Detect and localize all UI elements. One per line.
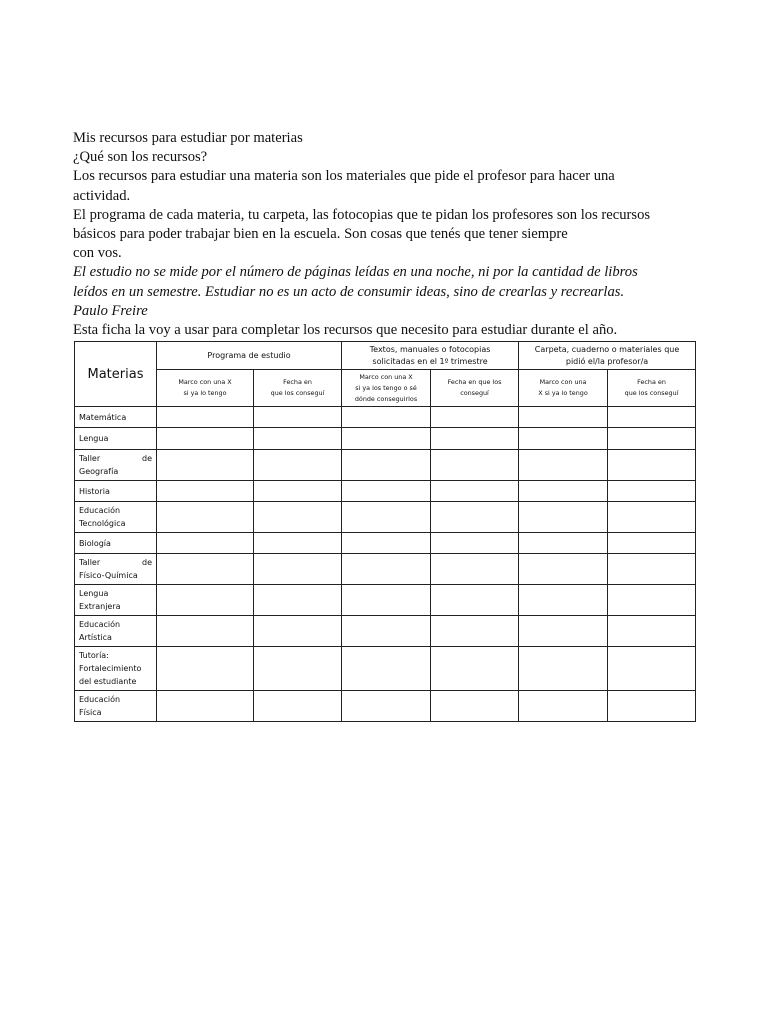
subject-cell xyxy=(75,450,157,481)
blank-cell[interactable] xyxy=(608,554,696,585)
blank-cell[interactable] xyxy=(519,554,608,585)
blank-cell[interactable] xyxy=(608,428,696,450)
blank-cell[interactable] xyxy=(254,502,342,533)
subheader-3-line-2: si ya los tengo o sé xyxy=(355,383,417,392)
subject-line: Tutoría: xyxy=(79,651,109,660)
subject-line: Educación xyxy=(79,695,121,704)
subject-line: Fortalecimiento xyxy=(79,664,142,673)
blank-cell[interactable] xyxy=(608,691,696,722)
quote-line-2: leídos en un semestre. Estudiar no es un acto de consumir ideas, sino de crearlas y recrearlas. xyxy=(73,283,625,300)
blank-cell[interactable] xyxy=(254,616,342,647)
blank-cell[interactable] xyxy=(431,502,519,533)
blank-cell[interactable] xyxy=(431,647,519,691)
blank-cell[interactable] xyxy=(342,585,431,616)
blank-cell[interactable] xyxy=(254,450,342,481)
subheader-3-line-1: Marco con una X xyxy=(359,372,413,381)
program-line-3: con vos. xyxy=(73,245,122,262)
subject-cell xyxy=(75,502,157,533)
subject-line: Lengua xyxy=(79,589,109,598)
subheader-5-line-1: Marco con una xyxy=(539,378,587,386)
blank-cell[interactable] xyxy=(254,533,342,554)
blank-cell[interactable] xyxy=(342,691,431,722)
blank-cell[interactable] xyxy=(254,407,342,428)
instruction: Esta ficha la voy a usar para completar los recursos que necesito para estudiar durante el año. xyxy=(73,322,618,339)
header-textos xyxy=(342,342,519,370)
subject-line: del estudiante xyxy=(79,677,137,686)
header-textos-line-2: solicitadas en el 1º trimestre xyxy=(372,356,488,366)
subject-line: Física xyxy=(79,708,102,717)
blank-cell[interactable] xyxy=(342,647,431,691)
subheader-fecha-textos xyxy=(431,370,519,407)
blank-cell[interactable] xyxy=(608,450,696,481)
subject-line: Artística xyxy=(79,633,112,642)
blank-cell[interactable] xyxy=(519,647,608,691)
subheader-4-line-1: Fecha en que los xyxy=(447,378,502,386)
blank-cell[interactable] xyxy=(157,691,254,722)
blank-cell[interactable] xyxy=(157,407,254,428)
subject-cell: Lengua xyxy=(75,428,157,450)
blank-cell[interactable] xyxy=(608,533,696,554)
blank-cell[interactable] xyxy=(431,691,519,722)
blank-cell[interactable] xyxy=(342,502,431,533)
program-line-1: El programa de cada materia, tu carpeta, las fotocopias que te pidan los profesores son los recursos xyxy=(73,206,651,223)
definition-line-1: Los recursos para estudiar una materia son los materiales que pide el profesor para hacer una xyxy=(73,168,615,185)
subheader-marco-carpeta xyxy=(519,370,608,407)
intro-text xyxy=(73,129,698,340)
subject-cell xyxy=(75,691,157,722)
subheader-marco-programa xyxy=(157,370,254,407)
blank-cell[interactable] xyxy=(157,428,254,450)
blank-cell[interactable] xyxy=(254,554,342,585)
subheader-2-line-1: Fecha en xyxy=(283,378,312,386)
blank-cell[interactable] xyxy=(157,554,254,585)
blank-cell[interactable] xyxy=(519,502,608,533)
subheader-fecha-programa xyxy=(254,370,342,407)
subheader-2-line-2: que los conseguí xyxy=(270,389,325,397)
blank-cell[interactable] xyxy=(608,502,696,533)
header-textos-line-1: Textos, manuales o fotocopias xyxy=(369,344,491,354)
subject-cell: Historia xyxy=(75,481,157,502)
blank-cell[interactable] xyxy=(342,481,431,502)
header-materias: Materias xyxy=(75,342,157,407)
subject-line: Extranjera xyxy=(79,602,121,611)
blank-cell[interactable] xyxy=(157,616,254,647)
table-row xyxy=(75,502,696,533)
subject-cell: Biología xyxy=(75,533,157,554)
table-subheader-row xyxy=(75,370,696,407)
header-carpeta-line-1: Carpeta, cuaderno o materiales que xyxy=(534,344,680,354)
quote-author: Paulo Freire xyxy=(73,302,148,319)
blank-cell[interactable] xyxy=(254,647,342,691)
blank-cell[interactable] xyxy=(342,533,431,554)
table-row xyxy=(75,450,696,481)
blank-cell[interactable] xyxy=(608,585,696,616)
table-row xyxy=(75,533,696,554)
blank-cell[interactable] xyxy=(254,585,342,616)
blank-cell[interactable] xyxy=(431,450,519,481)
subheader-5-line-2: X si ya lo tengo xyxy=(538,389,588,397)
blank-cell[interactable] xyxy=(519,450,608,481)
header-programa: Programa de estudio xyxy=(157,342,342,370)
blank-cell[interactable] xyxy=(342,407,431,428)
subject-cell xyxy=(75,647,157,691)
blank-cell[interactable] xyxy=(431,481,519,502)
subject-line: Geografía xyxy=(79,467,119,476)
subheader-6-line-1: Fecha en xyxy=(637,378,666,386)
blank-cell[interactable] xyxy=(157,533,254,554)
blank-cell[interactable] xyxy=(431,533,519,554)
table-row xyxy=(75,647,696,691)
blank-cell[interactable] xyxy=(254,428,342,450)
subject-line: Tecnológica xyxy=(79,519,126,528)
blank-cell[interactable] xyxy=(608,407,696,428)
blank-cell[interactable] xyxy=(431,428,519,450)
subheader-4-line-2: conseguí xyxy=(460,389,489,397)
subheader-6-line-2: que los conseguí xyxy=(624,389,679,397)
subject-cell xyxy=(75,616,157,647)
subheader-1-line-1: Marco con una X xyxy=(178,378,232,386)
quote-line-1: El estudio no se mide por el número de páginas leídas en una noche, ni por la cantidad de libros xyxy=(73,264,638,281)
blank-cell[interactable] xyxy=(431,554,519,585)
blank-cell[interactable] xyxy=(519,585,608,616)
header-carpeta-line-2: pidió el/la profesor/a xyxy=(565,356,649,366)
subheader-3-line-3: dónde conseguirlos xyxy=(354,394,418,403)
question: ¿Qué son los recursos? xyxy=(73,149,208,166)
resources-table xyxy=(74,341,696,722)
table-row xyxy=(75,616,696,647)
table-row xyxy=(75,407,696,428)
blank-cell[interactable] xyxy=(608,481,696,502)
blank-cell[interactable] xyxy=(431,616,519,647)
definition-line-2: actividad. xyxy=(73,187,131,204)
table-row xyxy=(75,554,696,585)
subject-line: Físico-Química xyxy=(79,571,138,580)
table-row xyxy=(75,428,696,450)
header-carpeta xyxy=(519,342,696,370)
blank-cell[interactable] xyxy=(157,502,254,533)
blank-cell[interactable] xyxy=(519,691,608,722)
subheader-marco-textos xyxy=(342,370,431,407)
blank-cell[interactable] xyxy=(519,428,608,450)
subheader-fecha-carpeta xyxy=(608,370,696,407)
blank-cell[interactable] xyxy=(254,481,342,502)
heading: Mis recursos para estudiar por materias xyxy=(73,130,303,146)
blank-cell[interactable] xyxy=(519,407,608,428)
blank-cell[interactable] xyxy=(519,533,608,554)
blank-cell[interactable] xyxy=(254,691,342,722)
subject-cell: Matemática xyxy=(75,407,157,428)
subheader-1-line-2: si ya lo tengo xyxy=(183,389,227,397)
blank-cell[interactable] xyxy=(608,647,696,691)
blank-cell[interactable] xyxy=(519,616,608,647)
blank-cell[interactable] xyxy=(519,481,608,502)
table-row xyxy=(75,691,696,722)
table-row xyxy=(75,585,696,616)
blank-cell[interactable] xyxy=(157,585,254,616)
blank-cell[interactable] xyxy=(157,450,254,481)
subject-line: Educación xyxy=(79,506,121,515)
blank-cell[interactable] xyxy=(608,616,696,647)
blank-cell[interactable] xyxy=(342,616,431,647)
subject-line: Educación xyxy=(79,620,121,629)
blank-cell[interactable] xyxy=(342,428,431,450)
program-line-2: básicos para poder trabajar bien en la escuela. Son cosas que tenés que tener siempre xyxy=(73,226,568,243)
blank-cell[interactable] xyxy=(157,647,254,691)
blank-cell[interactable] xyxy=(157,481,254,502)
blank-cell[interactable] xyxy=(342,554,431,585)
table-row xyxy=(75,481,696,502)
blank-cell[interactable] xyxy=(431,585,519,616)
blank-cell[interactable] xyxy=(431,407,519,428)
subject-line: Taller de xyxy=(79,558,152,567)
subject-line: Taller de xyxy=(79,454,152,463)
table-header-row xyxy=(75,342,696,370)
blank-cell[interactable] xyxy=(342,450,431,481)
subject-cell xyxy=(75,585,157,616)
subject-cell xyxy=(75,554,157,585)
